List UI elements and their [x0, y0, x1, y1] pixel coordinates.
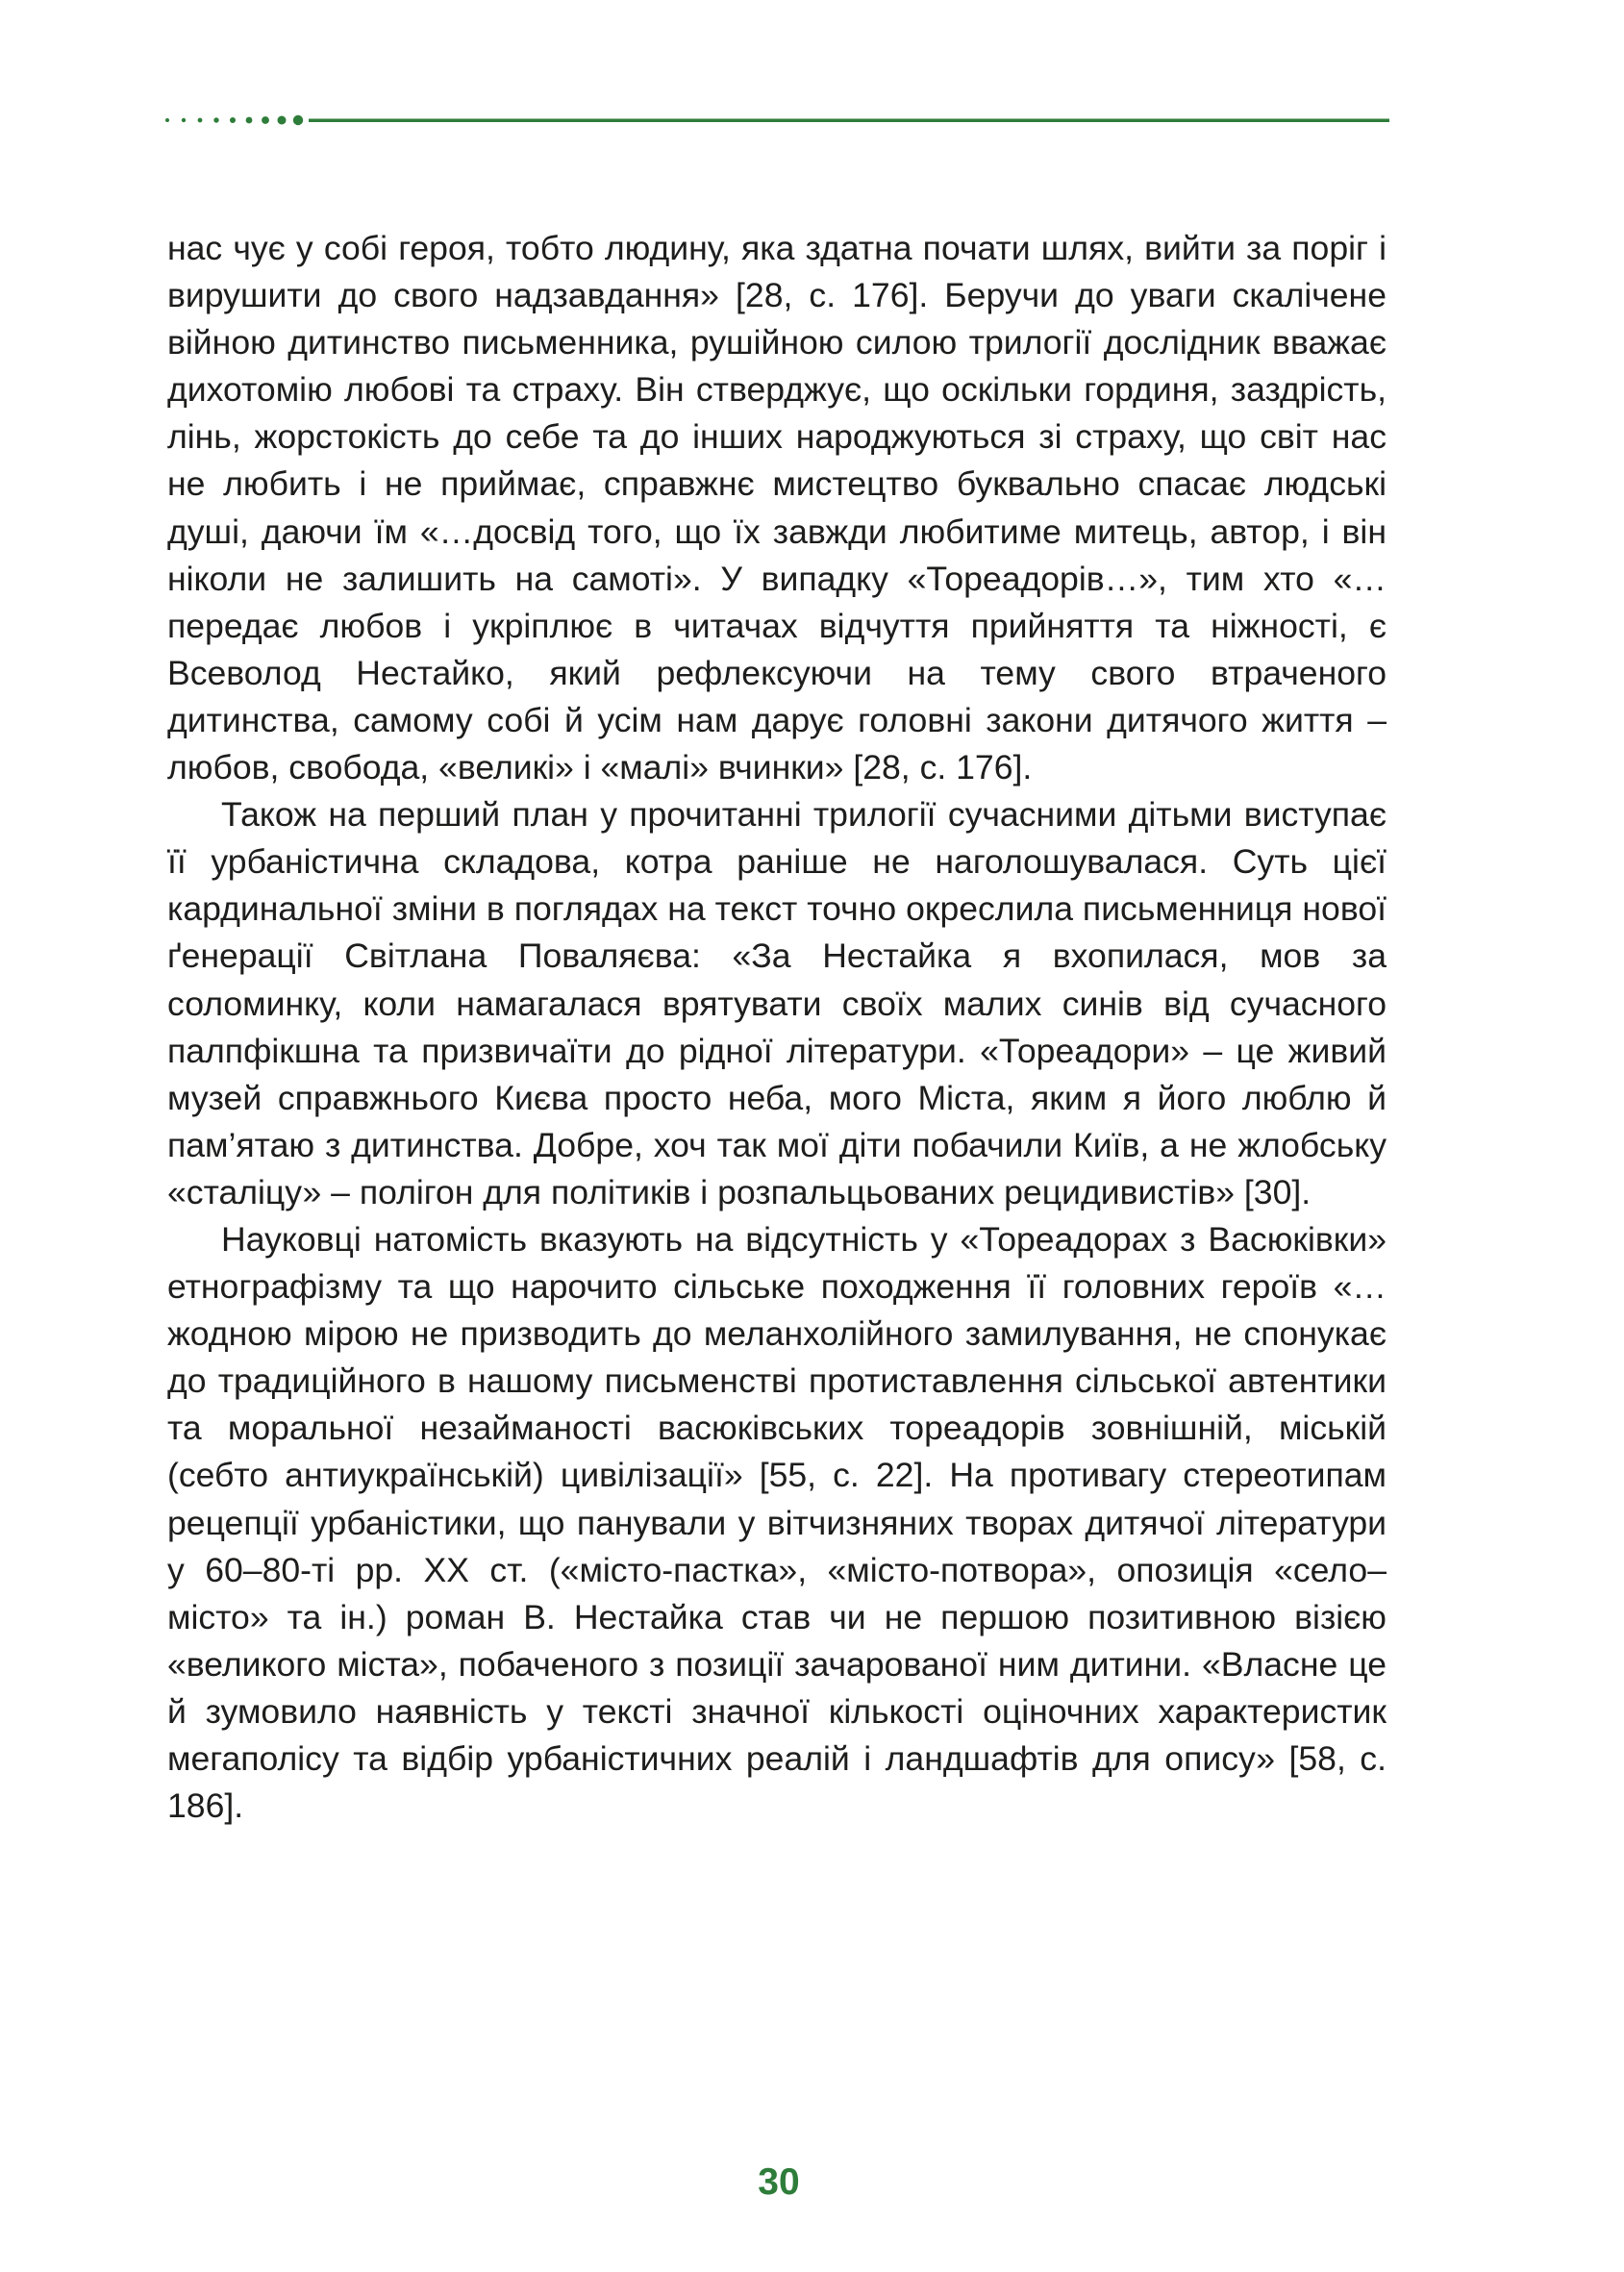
header-dot [165, 118, 169, 122]
header-dot [198, 118, 203, 123]
paragraph-3: Науковці натомість вказують на відсутність у «Тореадорах з Васюківки» етнографізму та що нарочито сільське походження її головних героїв «…жодною мірою не призводить до меланхолійного замилування, не спонукає до традиційного в нашому письменстві протиставлення сільської автентики та моральної незайманості васюківських тореадорів зовнішній, міській (себто антиукраїнській) цивілізації» [55, с. 22]. На противагу стереотипам рецепції урбаністики, що панували у вітчизняних творах дитячої літератури у 60–80-ті рр. ХХ ст. («місто-пастка», «місто-потвора», опозиція «село–місто» та ін.) роман В. Нестайка став чи не першою позитивною візією «великого міста», побаченого з позиції зачарованої ним дитини. «Власне це й зумовило наявність у тексті значної кількості оціночних характеристик мегаполісу та відбір урбаністичних реалій і ландшафтів для опису» [58, с. 186]. [167, 1219, 1387, 1826]
header-dot [278, 116, 287, 125]
header-dot [262, 116, 269, 124]
header-dot [293, 115, 303, 125]
header-dotted-rule [163, 112, 1389, 128]
header-dot [213, 117, 218, 122]
header-dot [182, 118, 186, 122]
paragraph-1: нас чує у собі героя, тобто людину, яка здатна почати шлях, вийти за поріг і вирушити до свого надзавдання» [28, с. 176]. Беручи до уваги скалічене війною дитинство письменника, рушійною силою трилогії дослідник вважає дихотомію любові та страху. Він стверджує, що оскільки гординя, заздрість, лінь, жорстокість до себе та до інших народжуються зі страху, що світ нас не любить і не приймає, справжнє мистецтво буквально спасає людські душі, даючи їм «…досвід того, що їх завжди любитиме митець, автор, і він ніколи не залишить на самоті». У випадку «Тореадорів…», тим хто «…передає любов і укріплює в читачах відчуття прийняття та ніжності, є Всеволод Нестайко, який рефлексуючи на тему свого втраченого дитинства, самому собі й усім нам дарує головні закони дитячого життя – любов, свобода, «великі» і «малі» вчинки» [28, с. 176]. [167, 229, 1387, 787]
header-dot [230, 117, 236, 123]
header-dot [246, 117, 253, 124]
header-line [309, 119, 1389, 123]
page-number: 30 [758, 2161, 800, 2203]
paragraph-2: Також на перший план у прочитанні трилогії сучасними дітьми виступає її урбаністична складова, котра раніше не наголошувалася. Суть цієї кардинальної зміни в поглядах на текст точно окреслила письменниця нової ґенерації Світлана Поваляєва: «За Нестайка я вхопилася, мов за соломинку, коли намагалася врятувати своїх малих синів від сучасного палпфікшна та призвичаїти до рідної літератури. «Тореадори» – це живий музей справжнього Києва просто неба, мого Міста, яким я його люблю й пам’ятаю з дитинства. Добре, хоч так мої діти побачили Київ, а не жлобську «сталіцу» – полігон для політиків і розпальцьованих рецидивистів» [30]. [167, 795, 1387, 1211]
page-body [167, 225, 1387, 1830]
